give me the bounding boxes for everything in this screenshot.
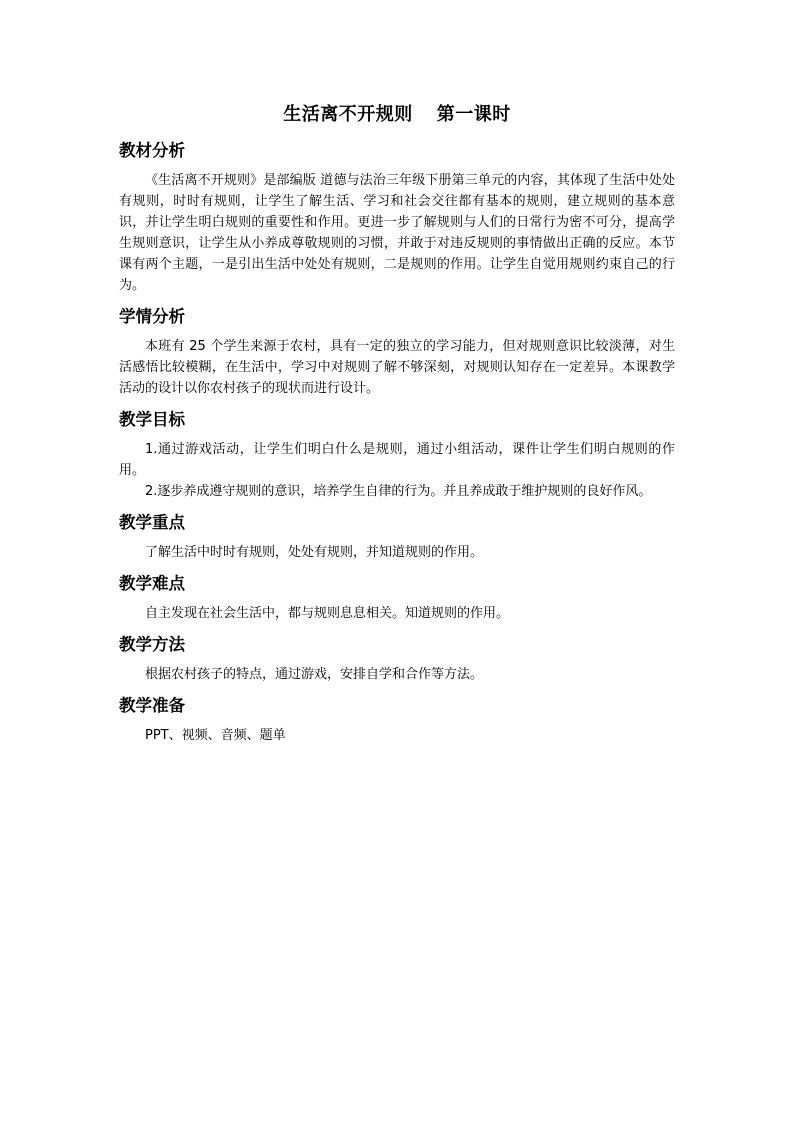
- section-heading: 教材分析: [119, 141, 185, 160]
- section-heading: 教学方法: [119, 635, 185, 654]
- section-paragraph: 2.逐步养成遵守规则的意识，培养学生自律的行为。并且养成敢于维护规则的良好作风。: [145, 484, 652, 499]
- document-content: [119, 100, 675, 746]
- section-paragraph: 了解生活中时时有规则，处处有规则，并知道规则的作用。: [145, 545, 484, 560]
- section-paragraph: PPT、视频、音频、题单: [145, 728, 286, 743]
- section-difficulties: [119, 571, 675, 624]
- section-paragraph: 1.通过游戏活动，让学生们明白什么是规则，通过小组活动，课件让学生们明白规则的作用。: [119, 442, 675, 478]
- section-paragraph: 《生活离不开规则》是部编版 道德与法治三年级下册第三单元的内容，其体现了生活中处处有规则，时时有规则，让学生了解生活、学习和社会交往都有基本的规则，建立规则的基本意识，并让学生明白规则的重要性和作用。更进一步了解规则与人们的日常行为密不可分，提高学生规则意识，让学生从小养成尊敬规则的习惯，并敢于对违反规则的事情做出正确的反应。本节课有两个主题，一是引出生活中处处有规则，二是规则的作用。让学生自觉用规则约束自己的行为。: [119, 173, 675, 293]
- document-title-sub: 第一课时: [436, 104, 511, 125]
- section-heading: 教学准备: [119, 696, 185, 715]
- section-heading: 学情分析: [119, 307, 185, 326]
- section-teaching-preparation: [119, 693, 675, 746]
- section-paragraph: 根据农村孩子的特点，通过游戏，安排自学和合作等方法。: [145, 667, 484, 682]
- document-title: [119, 100, 675, 130]
- section-heading: 教学难点: [119, 574, 185, 593]
- section-student-analysis: [119, 304, 675, 399]
- section-heading: 教学重点: [119, 513, 185, 532]
- section-paragraph: 本班有 25 个学生来源于农村，具有一定的独立的学习能力，但对规则意识比较淡薄，对生活感悟比较模糊，在生活中，学习中对规则了解不够深刻，对规则认知存在一定差异。本课教学活动的设计以你农村孩子的现状而进行设计。: [119, 339, 675, 396]
- section-teaching-goals: [119, 407, 675, 502]
- section-paragraph: 自主发现在社会生活中，都与规则息息相关。知道规则的作用。: [145, 606, 510, 621]
- section-teaching-methods: [119, 632, 675, 685]
- section-key-points: [119, 510, 675, 563]
- section-heading: 教学目标: [119, 410, 185, 429]
- document-title-main: 生活离不开规则: [283, 104, 413, 125]
- section-textbook-analysis: [119, 138, 675, 296]
